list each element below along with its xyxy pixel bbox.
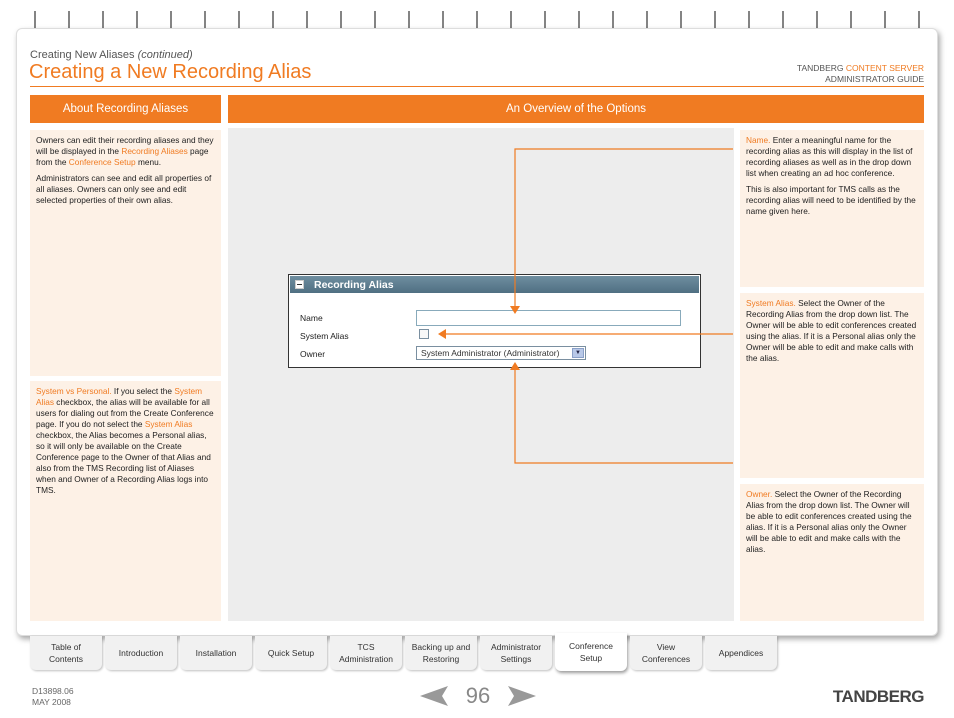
next-page-icon[interactable]: [508, 686, 536, 706]
owner-callout-line: [515, 368, 733, 463]
tab-label: Appendices: [718, 648, 764, 658]
tab-quick-setup[interactable]: [255, 636, 327, 670]
system-alias-description-panel: System Alias. Select the Owner of the Recording Alias from the drop down list. The Owner will be able to edit conferences created using the alias. If it is a Personal alias only the Owner will be able to edit and make calls with the alias.: [740, 293, 924, 478]
tab-label: Installation: [195, 648, 237, 658]
name-arrowhead: [510, 306, 520, 314]
tab-label: Administrator: [490, 642, 542, 652]
owner-arrowhead: [510, 362, 520, 370]
tab-conference[interactable]: [555, 633, 627, 671]
tab-label: Settings: [500, 654, 532, 664]
tab-tcs[interactable]: [330, 636, 402, 670]
previous-page-icon[interactable]: [420, 686, 448, 706]
form-title: Recording Alias: [314, 278, 394, 291]
name-description-panel: Name. Enter a meaningful name for the recording alias as this will display in the list of recording aliases as well as in the drop down list when creating an ad hoc conference. This is also important for TMS calls as the recording alias will need to be identified by the name given here.: [740, 130, 924, 287]
system-alias-arrowhead: [438, 329, 446, 339]
about-bar: About Recording Aliases: [30, 95, 221, 123]
owner-description-panel: Owner. Select the Owner of the Recording Alias from the drop down list. The Owner will be able to edit conferences created using the alias. If it is a Personal alias only the Owner will be able to edit and make calls with the alias.: [740, 484, 924, 621]
tab-label: Contents: [48, 654, 84, 664]
tab-label: Quick Setup: [267, 648, 315, 658]
tab-label: Conference: [569, 641, 613, 651]
owner-label: Owner: [300, 349, 326, 359]
about-panel: Owners can edit their recording aliases and they will be displayed in the Recording Aliases page from the Conference Setup menu. Administrators can see and edit all properties of all aliases. Owners can only see and edit selected properties of their own alias.: [30, 130, 221, 376]
tab-label: Introduction: [118, 648, 164, 658]
tab-backing-up-and[interactable]: [405, 636, 477, 670]
tandberg-logo: TANDBERG: [832, 687, 924, 706]
conference-setup-link[interactable]: Conference Setup: [68, 157, 136, 167]
pager: [420, 683, 536, 709]
tab-label: Conferences: [641, 654, 691, 664]
overview-bar: An Overview of the Options: [228, 95, 924, 123]
document-id: D13898.06 MAY 2008: [32, 686, 74, 707]
tab-label: TCS: [357, 642, 375, 652]
recording-aliases-link[interactable]: Recording Aliases: [121, 146, 188, 156]
tab-label: Table of: [51, 642, 81, 652]
tab-label: Setup: [579, 653, 603, 663]
tab-introduction[interactable]: [105, 636, 177, 670]
tab-label: View: [656, 642, 676, 652]
tab-installation[interactable]: [180, 636, 252, 670]
name-callout-line: [515, 149, 733, 308]
tab-appendices[interactable]: [705, 636, 777, 670]
guide-header: TANDBERG CONTENT SERVER ADMINISTRATOR GUIDE: [796, 63, 924, 84]
tab-view[interactable]: [630, 636, 702, 670]
tab-administrator[interactable]: [480, 636, 552, 670]
chevron-down-icon[interactable]: ▼: [572, 348, 584, 358]
owner-selected-value: System Administrator (Administrator): [421, 348, 560, 358]
section-subtitle: Creating New Aliases (continued): [30, 49, 193, 61]
tab-table-of[interactable]: [30, 636, 102, 670]
tab-label: Restoring: [422, 654, 460, 664]
system-vs-personal-panel: System vs Personal. If you select the System Alias checkbox, the alias will be available for all users for dialing out from the Create Conference page. If you do not select the System Alias checkbox, the Alias becomes a Personal alias, so it will only be available on the Create Conference page to the Owner of that Alias and also from the TMS Recording list of Aliases when and Owner of a Recording Alias logs into TMS.: [30, 381, 221, 621]
tab-label: Backing up and: [411, 642, 471, 652]
name-label: Name: [300, 313, 323, 323]
tab-label: Administration: [339, 654, 393, 664]
page-number: 96: [465, 683, 491, 708]
page-title: Creating a New Recording Alias: [29, 61, 312, 83]
system-alias-label: System Alias: [300, 331, 349, 341]
